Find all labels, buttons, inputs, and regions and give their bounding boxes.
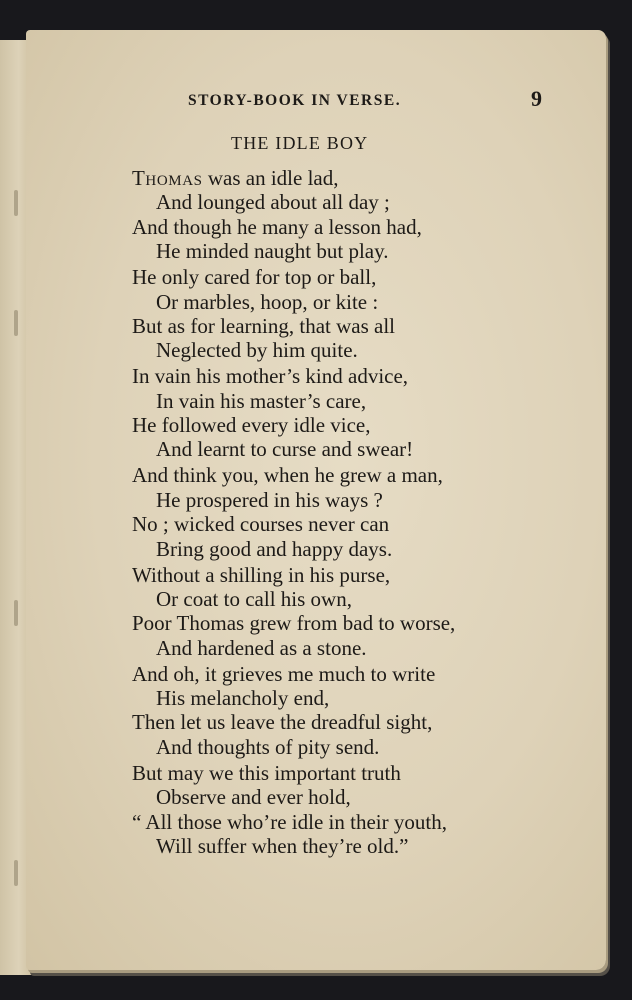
opening-word: Thomas [132, 166, 203, 190]
verse-line: “ All those who’re idle in their youth, [132, 809, 447, 834]
verse-line: Poor Thomas grew from bad to worse, [132, 611, 456, 636]
verse-line-text: was an idle lad, [202, 166, 339, 190]
verse-line: Or coat to call his own, [156, 586, 352, 611]
stanza [132, 761, 592, 859]
stanza [132, 166, 592, 264]
poem-body [132, 166, 592, 860]
verse-line: In vain his master’s care, [156, 388, 367, 413]
verse-line: No ; wicked courses never can [132, 512, 390, 537]
verse-line: And think you, when he grew a man, [132, 463, 443, 488]
stanza [132, 463, 592, 561]
page-number: 9 [531, 86, 542, 111]
verse-line: And learnt to curse and swear! [156, 437, 414, 462]
running-head: STORY-BOOK IN VERSE. [188, 92, 402, 109]
poem-title: THE IDLE BOY [231, 133, 369, 153]
page-content [26, 30, 606, 970]
binding-stitch [14, 190, 18, 216]
verse-line: And hardened as a stone. [156, 635, 367, 660]
verse-line: He prospered in his ways ? [156, 487, 383, 512]
verse-line: He followed every idle vice, [132, 413, 371, 438]
verse-line: Will suffer when they’re old.” [156, 833, 409, 858]
stanza [132, 662, 592, 760]
verse-line: And though he many a lesson had, [132, 214, 422, 239]
stanza [132, 265, 592, 363]
binding-stitch [14, 310, 18, 336]
verse-line [132, 166, 592, 190]
stanza [132, 563, 592, 661]
verse-line: But may we this important truth [132, 760, 401, 785]
verse-line: But as for learning, that was all [132, 313, 396, 338]
verse-line: Then let us leave the dreadful sight, [132, 710, 433, 735]
verse-line: Neglected by him quite. [156, 338, 358, 363]
verse-line: Observe and ever hold, [156, 785, 351, 810]
verse-line: He only cared for top or ball, [132, 265, 377, 290]
book-page [26, 30, 606, 970]
verse-line: He minded naught but play. [156, 239, 389, 264]
verse-line: Bring good and happy days. [156, 536, 393, 561]
stanza [132, 364, 592, 462]
binding-stitch [14, 860, 18, 886]
binding-stitch [14, 600, 18, 626]
verse-line: Without a shilling in his purse, [132, 562, 391, 587]
verse-line: Or marbles, hoop, or kite : [156, 289, 379, 314]
verse-line: In vain his mother’s kind advice, [132, 364, 409, 389]
verse-line: And oh, it grieves me much to write [132, 661, 436, 686]
verse-line: And lounged about all day ; [156, 190, 390, 215]
verse-line: And thoughts of pity send. [156, 734, 380, 759]
verse-line: His melancholy end, [156, 686, 330, 711]
